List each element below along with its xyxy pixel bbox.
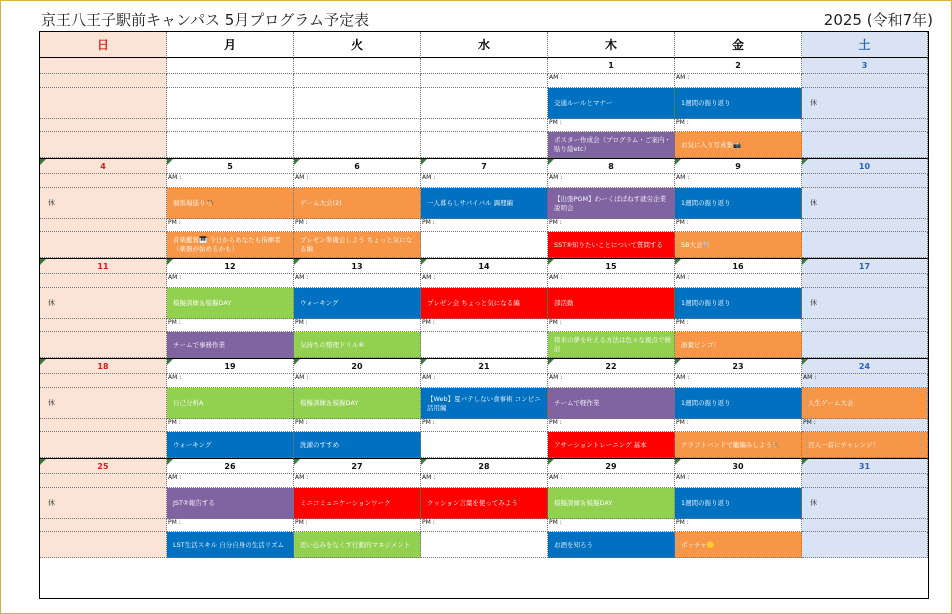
pm-program: [421, 332, 548, 358]
am-program[interactable]: 自己分析A: [167, 388, 294, 419]
pm-label: PM :: [294, 319, 421, 332]
am-label: [40, 74, 167, 88]
pm-program[interactable]: プレゼン準備会しよう ちょっと気になる編: [294, 232, 421, 258]
pm-program: [294, 132, 421, 158]
am-label: AM :: [167, 374, 294, 388]
cell-marker: [548, 259, 554, 265]
weekday-header: 日: [40, 32, 167, 58]
cell-marker: [421, 259, 427, 265]
cell-marker: [675, 359, 681, 365]
day-number: 3: [802, 58, 928, 74]
pm-label: PM :: [548, 319, 675, 332]
pm-label: PM :: [294, 519, 421, 532]
am-program[interactable]: ゲーム大会(2): [294, 188, 421, 219]
pm-program[interactable]: お気に入り写真集📷: [675, 132, 802, 158]
pm-program[interactable]: SST⑤知りたいことについて質問する: [548, 232, 675, 258]
am-program[interactable]: 1週間の振り返り: [675, 488, 802, 519]
pm-label: PM :: [421, 519, 548, 532]
am-label: [40, 374, 167, 388]
day-number: 28: [421, 458, 548, 474]
am-label: AM :: [675, 174, 802, 188]
pm-label: PM :: [167, 419, 294, 432]
pm-program: [40, 132, 167, 158]
weekday-header: 金: [675, 32, 802, 58]
am-program[interactable]: ミニコミュニケーションワーク: [294, 488, 421, 519]
day-number: 6: [294, 158, 421, 174]
day-number: 4: [40, 158, 167, 174]
am-program[interactable]: 1週間の振り返り: [675, 288, 802, 319]
am-program[interactable]: 模擬訓練＆模擬DAY: [167, 288, 294, 319]
pm-program[interactable]: ウォーキング: [167, 432, 294, 458]
day-number: 7: [421, 158, 548, 174]
pm-program[interactable]: 洗濯のすすめ: [294, 432, 421, 458]
rest-day-label: 休: [40, 188, 167, 219]
am-program[interactable]: チームで軽作業: [548, 388, 675, 419]
am-program: [294, 88, 421, 119]
pm-label: [167, 119, 294, 132]
day-number: [294, 58, 421, 74]
day-number: 9: [675, 158, 802, 174]
pm-label: PM :: [294, 219, 421, 232]
am-program[interactable]: 一人暮らしサバイバル 調理編: [421, 188, 548, 219]
rest-day-label: 休: [40, 488, 167, 519]
cell-marker: [294, 159, 300, 165]
am-program[interactable]: 交通ルールとマナー: [548, 88, 675, 119]
cell-marker: [802, 459, 808, 465]
am-program[interactable]: 模擬訓練＆模擬DAY: [548, 488, 675, 519]
am-program[interactable]: プレゼン会 ちょっと気になる編: [421, 288, 548, 319]
pm-program[interactable]: クラフトバンドで籠編みしよう🧺: [675, 432, 802, 458]
am-program: [421, 88, 548, 119]
pm-program: [40, 532, 167, 558]
am-label: AM :: [675, 274, 802, 288]
weekday-header: 火: [294, 32, 421, 58]
pm-label: PM :: [421, 319, 548, 332]
pm-program: [802, 232, 928, 258]
pm-program[interactable]: SB大会🍭: [675, 232, 802, 258]
pm-label: PM :: [421, 219, 548, 232]
cell-marker: [167, 359, 173, 365]
day-number: [167, 58, 294, 74]
am-label: [802, 74, 928, 88]
pm-label: [40, 519, 167, 532]
am-program[interactable]: 1週間の振り返り: [675, 388, 802, 419]
am-label: AM :: [294, 474, 421, 488]
day-number: 12: [167, 258, 294, 274]
day-number: 15: [548, 258, 675, 274]
cell-marker: [167, 459, 173, 465]
am-label: [40, 274, 167, 288]
cell-marker: [548, 359, 554, 365]
am-label: AM :: [548, 174, 675, 188]
weekday-header: 木: [548, 32, 675, 58]
am-label: AM :: [421, 474, 548, 488]
day-number: 19: [167, 358, 294, 374]
am-label: AM :: [167, 174, 294, 188]
day-number: 11: [40, 258, 167, 274]
pm-program[interactable]: アサーショントレーニング 基本: [548, 432, 675, 458]
am-label: AM :: [548, 74, 675, 88]
pm-program[interactable]: 語彙ビンゴ！: [675, 332, 802, 358]
am-label: [802, 274, 928, 288]
cell-marker: [40, 159, 46, 165]
am-label: AM :: [294, 274, 421, 288]
day-number: 17: [802, 258, 928, 274]
pm-label: [40, 219, 167, 232]
am-label: AM :: [675, 74, 802, 88]
pm-program[interactable]: LST生活スキル 自分自身の生活リズム: [167, 532, 294, 558]
pm-program: [421, 132, 548, 158]
pm-program: [421, 432, 548, 458]
day-number: 30: [675, 458, 802, 474]
pm-program: [802, 532, 928, 558]
pm-program[interactable]: お酒を知ろう: [548, 532, 675, 558]
weekday-header: 水: [421, 32, 548, 58]
pm-label: PM :: [675, 219, 802, 232]
cell-marker: [294, 259, 300, 265]
pm-program[interactable]: 将来の夢を叶える方法は色々な視点で検討: [548, 332, 675, 358]
pm-label: PM :: [167, 219, 294, 232]
pm-program: [167, 132, 294, 158]
cell-marker: [40, 459, 46, 465]
day-number: 31: [802, 458, 928, 474]
am-label: AM :: [421, 374, 548, 388]
day-number: 1: [548, 58, 675, 74]
cell-marker: [675, 459, 681, 465]
pm-program[interactable]: 音楽鑑賞🎹 今日からあなたも指揮者（楽器が始めるかも）: [167, 232, 294, 258]
am-label: AM :: [167, 274, 294, 288]
day-number: [40, 58, 167, 74]
pm-label: PM :: [675, 419, 802, 432]
pm-label: PM :: [675, 519, 802, 532]
am-label: AM :: [421, 274, 548, 288]
pm-label: [802, 319, 928, 332]
am-label: [167, 74, 294, 88]
pm-label: [40, 419, 167, 432]
day-number: 21: [421, 358, 548, 374]
day-number: 8: [548, 158, 675, 174]
pm-program: [802, 132, 928, 158]
pm-label: PM :: [675, 119, 802, 132]
am-program: [167, 88, 294, 119]
pm-program[interactable]: ボッチャ🟡: [675, 532, 802, 558]
am-label: AM :: [167, 474, 294, 488]
pm-program[interactable]: 百人一首にチャレンジ！: [802, 432, 928, 458]
am-program[interactable]: 人生ゲーム大会: [802, 388, 928, 419]
day-number: 23: [675, 358, 802, 374]
pm-label: PM :: [167, 319, 294, 332]
am-program[interactable]: 【出張PGM】わーくぱぱねす就労企業説明会: [548, 188, 675, 219]
cell-marker: [421, 459, 427, 465]
am-label: AM :: [548, 374, 675, 388]
day-number: 29: [548, 458, 675, 474]
day-number: 27: [294, 458, 421, 474]
pm-label: PM :: [548, 419, 675, 432]
rest-day-label: 休: [802, 88, 928, 119]
pm-label: PM :: [675, 319, 802, 332]
pm-label: [40, 119, 167, 132]
am-label: AM :: [675, 374, 802, 388]
am-program[interactable]: 模擬訓練＆模擬DAY: [294, 388, 421, 419]
cell-marker: [548, 459, 554, 465]
day-number: 13: [294, 258, 421, 274]
cell-marker: [421, 359, 427, 365]
weekday-header: 土: [802, 32, 928, 58]
pm-program[interactable]: チームで事務作業: [167, 332, 294, 358]
day-number: 18: [40, 358, 167, 374]
cell-marker: [802, 259, 808, 265]
cell-marker: [802, 159, 808, 165]
pm-label: [802, 519, 928, 532]
day-number: 24: [802, 358, 928, 374]
am-program[interactable]: JST②報告する: [167, 488, 294, 519]
am-program[interactable]: 競馬場巡り🐴: [167, 188, 294, 219]
pm-program: [421, 532, 548, 558]
am-program[interactable]: 1週間の振り返り: [675, 88, 802, 119]
year-label: 2025 (令和7年): [823, 11, 933, 29]
am-label: AM :: [548, 274, 675, 288]
am-label: [294, 74, 421, 88]
day-number: [421, 58, 548, 74]
cell-marker: [294, 359, 300, 365]
pm-label: PM :: [548, 219, 675, 232]
am-label: [40, 474, 167, 488]
rest-day-label: 休: [40, 388, 167, 419]
rest-day-label: 休: [40, 288, 167, 319]
calendar-grid: [39, 31, 929, 599]
cell-marker: [675, 159, 681, 165]
pm-program[interactable]: ポスター作成会（プログラム・ご案内・貼り絵etc）: [548, 132, 675, 158]
weekday-header: 月: [167, 32, 294, 58]
am-program[interactable]: 1週間の振り返り: [675, 188, 802, 219]
pm-label: PM :: [548, 519, 675, 532]
day-number: 2: [675, 58, 802, 74]
day-number: 26: [167, 458, 294, 474]
page-title: 京王八王子駅前キャンパス 5月プログラム予定表: [41, 11, 370, 29]
cell-marker: [40, 259, 46, 265]
am-program: [40, 88, 167, 119]
am-label: [802, 474, 928, 488]
am-label: AM :: [675, 474, 802, 488]
am-label: [421, 74, 548, 88]
rest-day-label: 休: [802, 188, 928, 219]
cell-marker: [294, 459, 300, 465]
pm-label: [802, 119, 928, 132]
pm-program: [802, 332, 928, 358]
pm-label: PM :: [294, 419, 421, 432]
day-number: 10: [802, 158, 928, 174]
am-label: AM :: [548, 474, 675, 488]
pm-label: [294, 119, 421, 132]
cell-marker: [167, 159, 173, 165]
pm-label: [40, 319, 167, 332]
pm-program[interactable]: 気持ちの整理ドリル⑥: [294, 332, 421, 358]
cell-marker: [167, 259, 173, 265]
pm-program: [40, 432, 167, 458]
pm-program: [40, 232, 167, 258]
day-number: 5: [167, 158, 294, 174]
cell-marker: [421, 159, 427, 165]
pm-label: PM :: [167, 519, 294, 532]
day-number: 20: [294, 358, 421, 374]
cell-marker: [802, 359, 808, 365]
rest-day-label: 休: [802, 288, 928, 319]
am-label: AM :: [421, 174, 548, 188]
am-program[interactable]: 部活動: [548, 288, 675, 319]
am-label: AM :: [802, 374, 928, 388]
am-program[interactable]: ウォーキング: [294, 288, 421, 319]
am-program[interactable]: クッション言葉を使ってみよう: [421, 488, 548, 519]
day-number: 25: [40, 458, 167, 474]
pm-label: PM :: [548, 119, 675, 132]
am-label: AM :: [294, 374, 421, 388]
pm-program: [40, 332, 167, 358]
am-program[interactable]: 【Web】夏バテしない食事術 コンビニ活用編: [421, 388, 548, 419]
cell-marker: [548, 159, 554, 165]
am-label: [40, 174, 167, 188]
day-number: 16: [675, 258, 802, 274]
rest-day-label: 休: [802, 488, 928, 519]
pm-program[interactable]: 思い込みをなくす行動的マネジメント: [294, 532, 421, 558]
pm-program: [421, 232, 548, 258]
day-number: 14: [421, 258, 548, 274]
cell-marker: [40, 359, 46, 365]
pm-label: PM :: [802, 419, 928, 432]
pm-label: PM :: [421, 419, 548, 432]
am-label: [802, 174, 928, 188]
pm-label: [802, 219, 928, 232]
cell-marker: [675, 259, 681, 265]
pm-label: [421, 119, 548, 132]
day-number: 22: [548, 358, 675, 374]
am-label: AM :: [294, 174, 421, 188]
